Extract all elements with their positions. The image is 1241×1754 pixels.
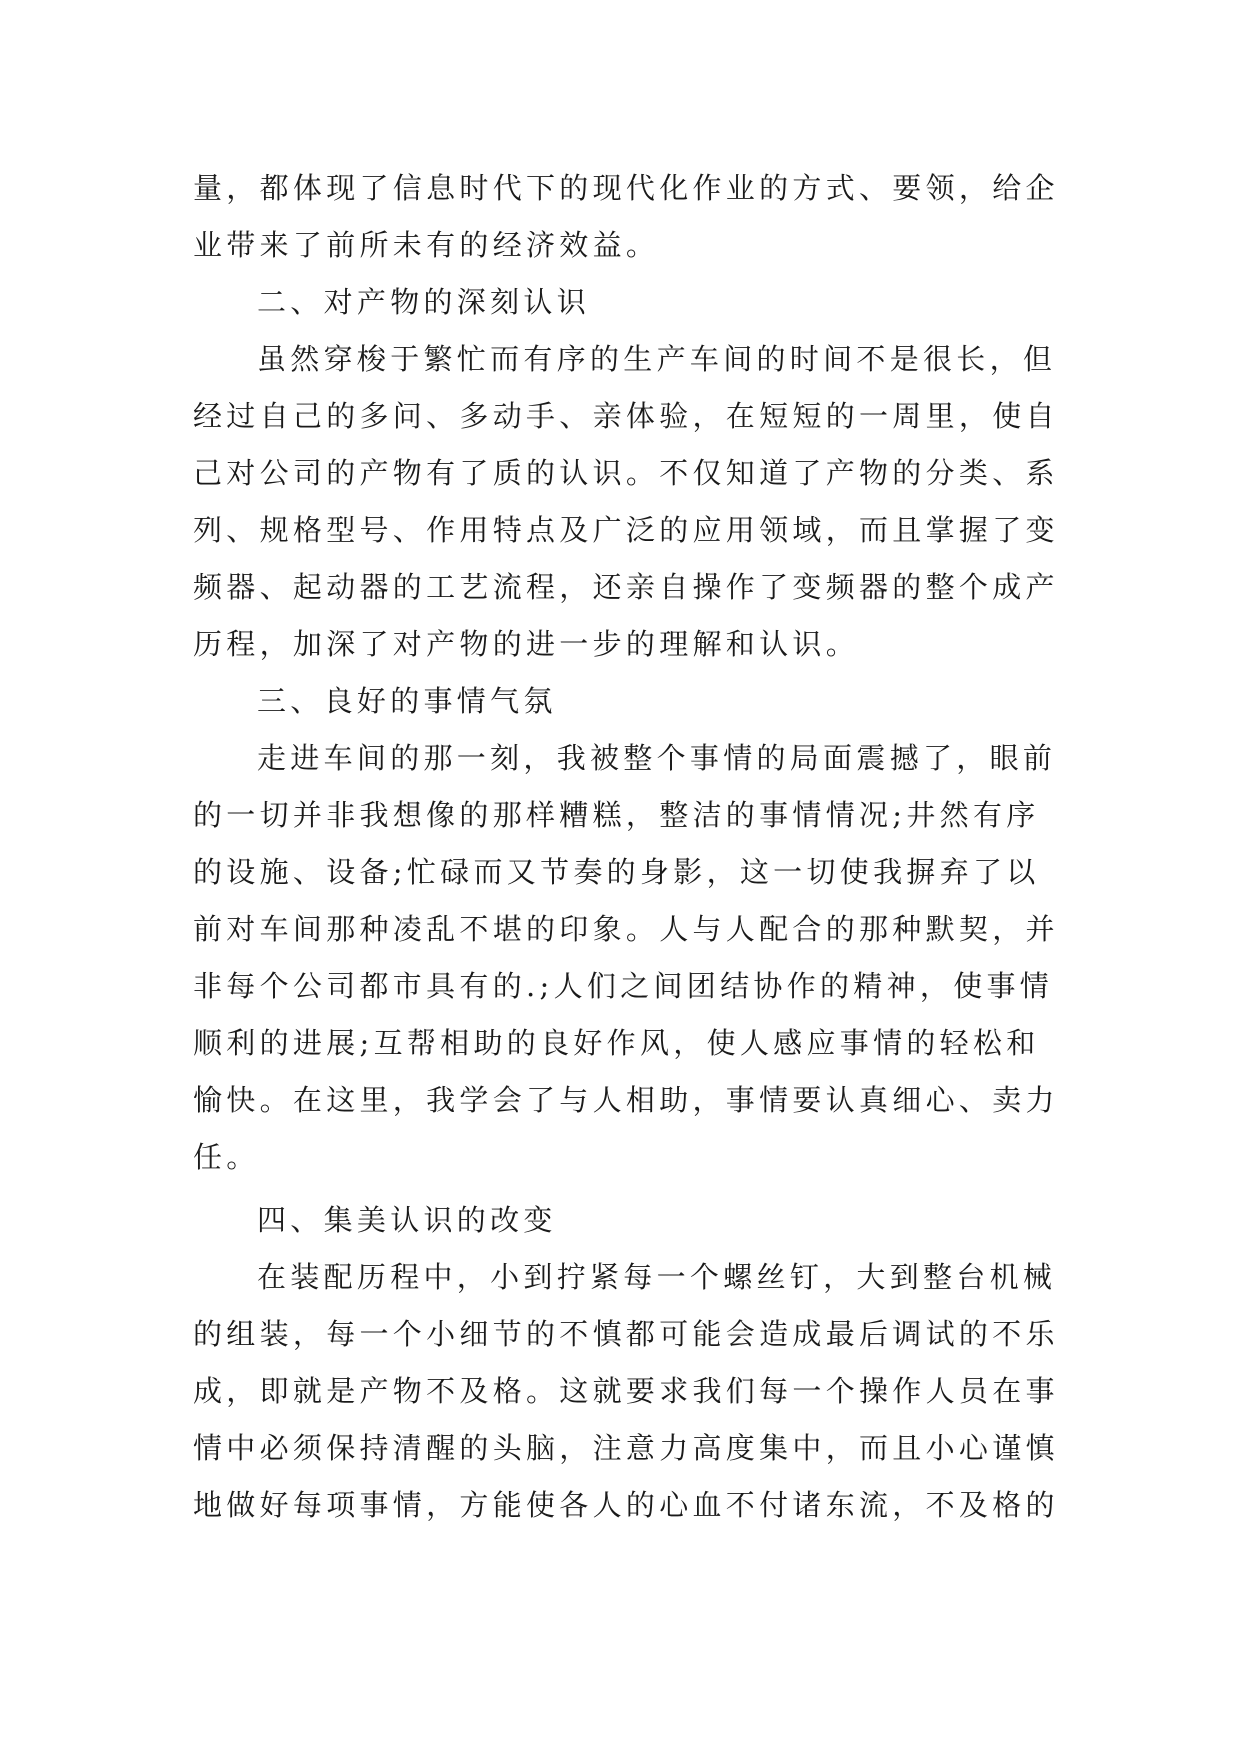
section-heading: 二、对产物的深刻认识: [257, 285, 591, 319]
text-line: 的一切并非我想像的那样糟糕，整洁的事情情况;井然有序: [193, 798, 1040, 832]
text-line: 虽然穿梭于繁忙而有序的生产车间的时间不是很长，但: [257, 342, 1057, 376]
body-text: [193, 160, 1059, 1534]
text-line: 成，即就是产物不及格。这就要求我们每一个操作人员在事: [193, 1374, 1059, 1408]
section-heading: 四、集美认识的改变: [257, 1203, 557, 1237]
text-line: 业带来了前所未有的经济效益。: [193, 228, 660, 262]
text-line: 非每个公司都市具有的.;人们之间团结协作的精神，使事情: [193, 969, 1054, 1003]
text-line: 的组装，每一个小细节的不慎都可能会造成最后调试的不乐: [193, 1317, 1059, 1351]
text-line: 愉快。在这里，我学会了与人相助，事情要认真细心、卖力: [193, 1083, 1059, 1117]
text-line: 历程，加深了对产物的进一步的理解和认识。: [193, 627, 860, 661]
text-line: 频器、起动器的工艺流程，还亲自操作了变频器的整个成产: [193, 570, 1059, 604]
text-line: 任。: [193, 1140, 260, 1174]
text-line: 前对车间那种凌乱不堪的印象。人与人配合的那种默契，并: [193, 912, 1059, 946]
text-line: 情中必须保持清醒的头脑，注意力高度集中，而且小心谨慎: [193, 1431, 1059, 1465]
text-line: 地做好每项事情，方能使各人的心血不付诸东流，不及格的: [193, 1488, 1059, 1522]
text-line: 顺利的进展;互帮相助的良好作风，使人感应事情的轻松和: [193, 1026, 1040, 1060]
text-line: 己对公司的产物有了质的认识。不仅知道了产物的分类、系: [193, 456, 1059, 490]
section-heading: 三、良好的事情气氛: [257, 684, 557, 718]
text-line: 的设施、设备;忙碌而又节奏的身影，这一切使我摒弃了以: [193, 855, 1040, 889]
text-line: 经过自己的多问、多动手、亲体验，在短短的一周里，使自: [193, 399, 1059, 433]
text-line: 量，都体现了信息时代下的现代化作业的方式、要领，给企: [193, 171, 1059, 205]
text-line: 走进车间的那一刻，我被整个事情的局面震撼了，眼前: [257, 741, 1057, 775]
text-line: 在装配历程中，小到拧紧每一个螺丝钉，大到整台机械: [257, 1260, 1057, 1294]
text-line: 列、规格型号、作用特点及广泛的应用领域，而且掌握了变: [193, 513, 1059, 547]
